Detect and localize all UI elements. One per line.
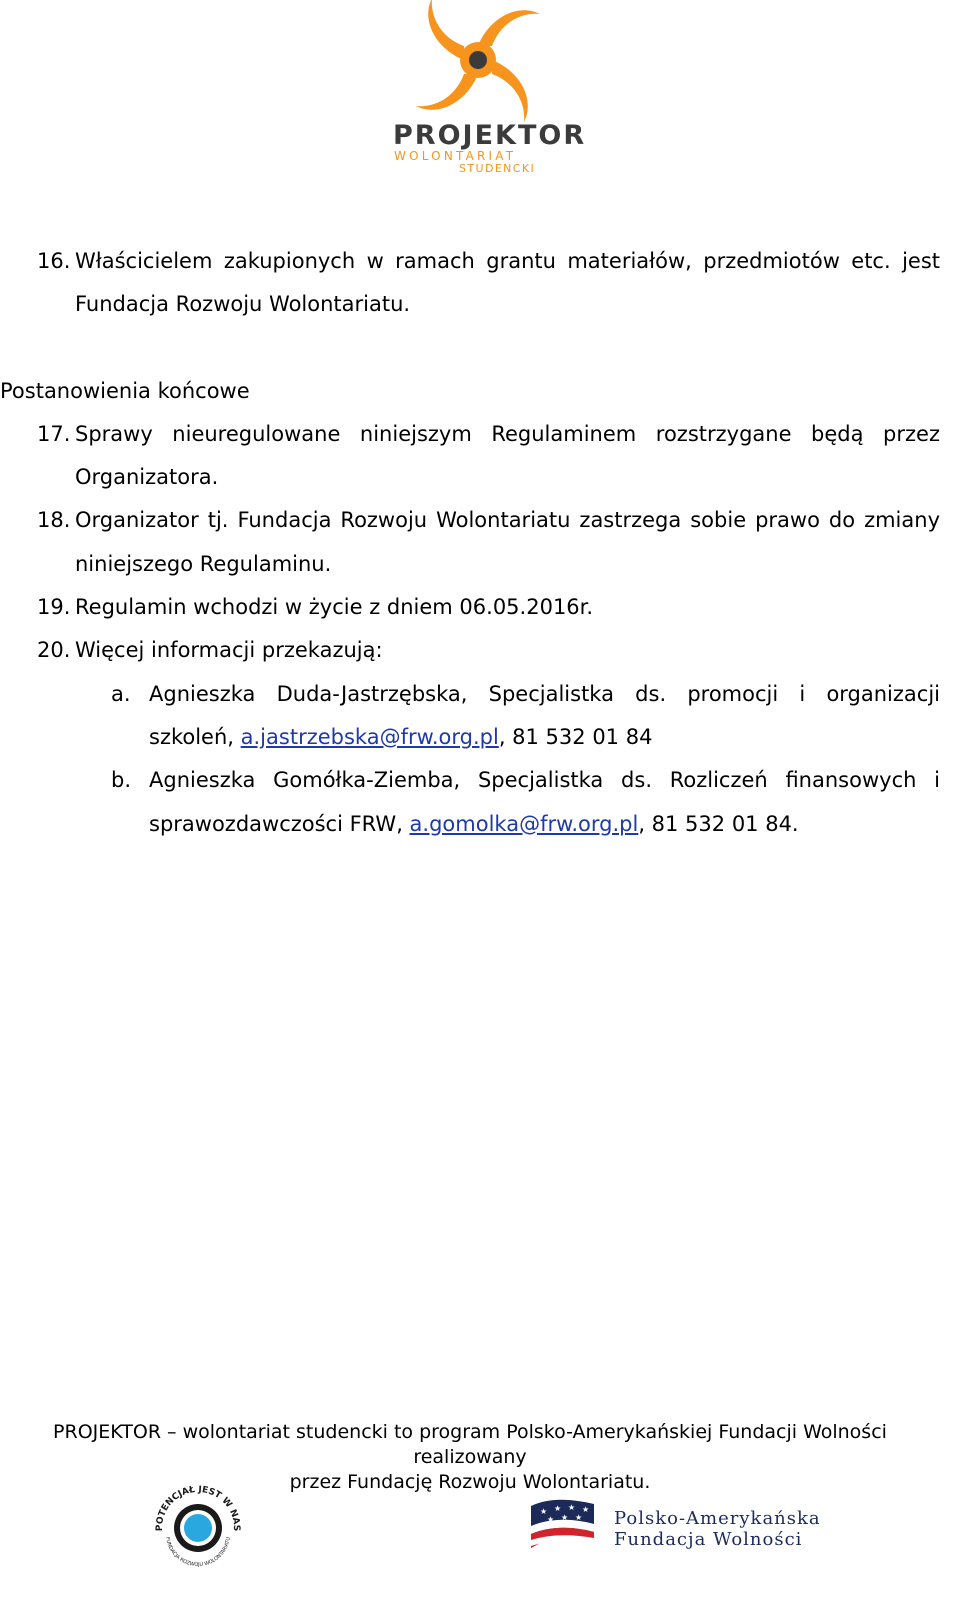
- regulations-content: [0, 240, 940, 846]
- footer-line-2: przez Fundację Rozwoju Wolontariatu.: [289, 1471, 651, 1493]
- pafw-line-2: Fundacja Wolności: [614, 1529, 803, 1550]
- svg-text:★: ★: [547, 1515, 555, 1524]
- footer-text: [0, 1420, 940, 1495]
- footer-line-1: PROJEKTOR – wolontariat studencki to program Polsko-Amerykańskiej Fundacji Wolności realizowany: [53, 1421, 887, 1468]
- logo-title: PROJEKTOR: [393, 120, 587, 151]
- pafw-flag-icon: [528, 1496, 598, 1558]
- item-text: Organizator tj. Fundacja Rozwoju Wolontariatu zastrzega sobie prawo do zmiany niniejszego Regulaminu.: [75, 508, 940, 576]
- contact-letter: b.: [111, 768, 132, 793]
- svg-text:★: ★: [540, 1507, 548, 1516]
- contact-text: Agnieszka Gomółka-Ziemba, Specjalistka ds. Rozliczeń finansowych i sprawozdawczości FRW,: [149, 768, 940, 836]
- contact-phone: , 81 532 01 84.: [638, 811, 799, 836]
- item-number: 19.: [37, 595, 71, 620]
- email-link[interactable]: a.gomolka@frw.org.pl: [409, 811, 639, 836]
- projektor-logo: [385, 0, 587, 180]
- list-item-18: [0, 499, 940, 586]
- contact-phone: , 81 532 01 84: [498, 724, 653, 749]
- item-number: 20.: [37, 638, 71, 663]
- pafw-line-1: Polsko-Amerykańska: [614, 1508, 821, 1529]
- svg-text:★: ★: [575, 1513, 583, 1522]
- potencjal-top-text: POTENCJAŁ JEST W NAS: [154, 1484, 242, 1532]
- potencjal-target-icon: [148, 1478, 248, 1578]
- item-number: 18.: [37, 508, 71, 533]
- logo-subtitle-2: STUDENCKI: [459, 162, 536, 175]
- item-number: 17.: [37, 421, 71, 446]
- logo-subtitle-1: WOLONTARIAT: [394, 149, 517, 163]
- svg-text:★: ★: [568, 1503, 576, 1512]
- projektor-swirl-icon: [385, 0, 575, 125]
- list-item-19: [0, 586, 940, 629]
- item-text: Sprawy nieuregulowane niniejszym Regulaminem rozstrzygane będą przez Organizatora.: [75, 421, 940, 490]
- pafw-name: [614, 1508, 821, 1550]
- item-text: Więcej informacji przekazują:: [75, 638, 383, 663]
- item-text: Regulamin wchodzi w życie z dniem 06.05.2016r.: [75, 595, 594, 620]
- list-item-17: [0, 413, 940, 500]
- svg-text:★: ★: [554, 1504, 562, 1513]
- pafw-logo: [528, 1496, 828, 1566]
- item-text: Właścicielem zakupionych w ramach grantu materiałów, przedmiotów etc. jest Fundacja Rozwoju Wolontariatu.: [75, 249, 940, 317]
- potencjal-bottom-text: FUNDACJA ROZWOJU WOLONTARIATU: [164, 1536, 232, 1569]
- item-number: 16.: [37, 249, 71, 273]
- list-item-16: [0, 240, 940, 327]
- contact-text: Agnieszka Duda-Jastrzębska, Specjalistka ds. promocji i organizacji szkoleń,: [149, 681, 940, 749]
- svg-text:★: ★: [561, 1513, 569, 1522]
- contact-item-a: [0, 673, 940, 760]
- contact-letter: a.: [111, 681, 131, 706]
- email-link[interactable]: a.jastrzebska@frw.org.pl: [240, 724, 499, 749]
- section-heading: Postanowienia końcowe: [0, 378, 250, 403]
- list-item-20: [0, 629, 940, 672]
- contact-item-b: [0, 759, 940, 846]
- svg-text:★: ★: [582, 1505, 590, 1514]
- potencjal-logo: [148, 1478, 248, 1578]
